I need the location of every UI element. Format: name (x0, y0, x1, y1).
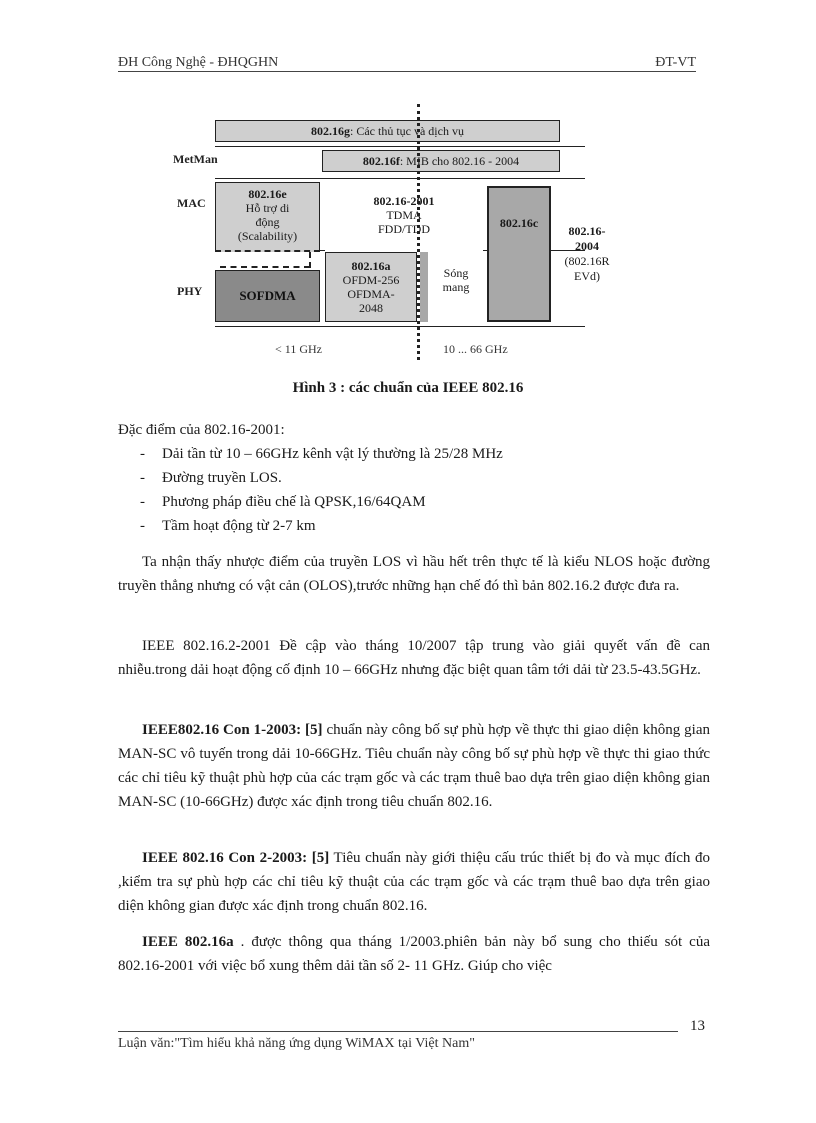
e-connector-h (220, 266, 310, 268)
standards-diagram (165, 104, 610, 364)
header-divider (118, 71, 696, 72)
box-song-mang-line2: mang (442, 280, 470, 294)
box-802-16e-title: 802.16e (248, 187, 287, 201)
box-802-16g-title: 802.16g (311, 124, 350, 138)
list-item: - Tầm hoạt động từ 2-7 km (140, 514, 700, 538)
box-802-16e-line3: (Scalability) (237, 229, 298, 243)
layer-line-top (215, 146, 585, 147)
paragraph-4-lead: IEEE 802.16 Con 2-2003: [5] (142, 850, 330, 866)
label-mac: MAC (177, 196, 206, 210)
list-item: - Dải tần từ 10 – 66GHz kênh vật lý thường là 25/28 MHz (140, 442, 700, 466)
paragraph-3-lead: IEEE802.16 Con 1-2003: [5] (142, 722, 323, 738)
frequency-divider (417, 104, 420, 360)
paragraph-2: IEEE 802.16.2-2001 Đề cập vào tháng 10/2007 tập trung vào giải quyết vấn đề can nhiễu.trong dải hoạt động cố định 10 – 66GHz nhưng đặc biệt quan tâm tới dải từ 23.5-43.5GHz. (118, 638, 710, 678)
box-802-16-2001 (325, 182, 483, 252)
paragraph-5-body: . được thông qua tháng 1/2003.phiên bản này bổ sung cho thiếu sót của 802.16-2001 với việc bổ xung thêm dải tần số 2- 11 GHz. Giúp cho việc (118, 934, 710, 974)
box-802-16a (325, 252, 417, 322)
box-802-16-2001-title: 802.16-2001 (373, 194, 435, 208)
box-802-16a-line3: 2048 (359, 301, 383, 315)
paragraph-5-lead: IEEE 802.16a (142, 934, 234, 950)
box-song-mang (429, 252, 483, 322)
box-802-16e (215, 182, 320, 252)
box-sofdma: SOFDMA (215, 270, 320, 322)
paragraph-3 (118, 718, 710, 814)
box-802-16g-text: : Các thủ tục và dịch vụ (350, 124, 464, 138)
box-802-16c (487, 186, 551, 322)
box-802-16f (322, 150, 560, 172)
box-802-16c-title: 802.16c (499, 216, 539, 230)
header-right: ĐT-VT (655, 55, 696, 70)
box-802-16f-text: : MIB cho 802.16 - 2004 (399, 154, 520, 168)
box-802-16a-line1: OFDM-256 (342, 273, 400, 287)
paragraph-4 (118, 846, 710, 918)
layer-line-phy (215, 326, 585, 327)
box-802-16-2001-line2: FDD/TDD (377, 222, 430, 236)
paragraph-3-body: chuẩn này công bố sự phù hợp về thực thi giao diện không gian MAN-SC vô tuyến trong dải 10-66GHz. Tiêu chuẩn này công bố sự phù hợp về thực thi giao thức các chỉ tiêu kỹ thuật phù hợp của các trạm gốc và các trạm thuê bao dựa trên giao diện không gian MAN-SC (10-66GHz) được xác định trong tiêu chuẩn 802.16. (118, 722, 710, 810)
layer-line-metman (215, 178, 585, 179)
freq-left-label: < 11 GHz (275, 342, 322, 356)
label-802-16-2004-line3: (802.16R (564, 254, 610, 268)
label-802-16-2004-line1: 802.16- (568, 224, 606, 238)
list-item: - Đường truyền LOS. (140, 466, 700, 490)
strip-divider (420, 252, 428, 322)
features-list (140, 442, 700, 538)
label-802-16-2004-line2: 2004 (575, 239, 599, 253)
label-metman: MetMan (173, 152, 218, 166)
box-802-16g (215, 120, 560, 142)
label-802-16-2004 (557, 224, 617, 284)
header-left: ĐH Công Nghệ - ĐHQGHN (118, 55, 279, 70)
footer-text: Luận văn:"Tìm hiểu khả năng ứng dụng WiMAX tại Việt Nam" (118, 1036, 475, 1051)
box-802-16e-line1: Hỗ trợ di (245, 201, 290, 215)
box-802-16f-title: 802.16f (362, 154, 400, 168)
paragraph-1: Ta nhận thấy nhược điểm của truyền LOS vì hầu hết trên thực tế là kiểu NLOS hoặc đường truyền thẳng nhưng có vật cản (OLOS),trước những hạn chế đó thì bản 802.16.2 được đưa ra. (118, 554, 710, 594)
label-phy: PHY (177, 284, 203, 298)
paragraph-5 (118, 930, 710, 978)
freq-right-label: 10 ... 66 GHz (443, 342, 508, 356)
footer-divider (118, 1031, 678, 1032)
paragraph-4-body: Tiêu chuẩn này giới thiệu cấu trúc thiết bị đo và mục đích đo ,kiểm tra sự phù hợp các chỉ tiêu kỹ thuật của các trạm gốc và các trạm thuê bao dựa trên giao diện không gian được xác định trong chuẩn 802.16. (118, 850, 710, 914)
box-802-16a-line2: OFDMA- (347, 287, 395, 301)
page-number: 13 (690, 1018, 705, 1034)
box-802-16-2001-line1: TDMA (386, 208, 422, 222)
label-802-16-2004-line4: EVd) (574, 269, 600, 283)
box-song-mang-line1: Sóng (443, 266, 469, 280)
box-802-16e-line2: động (255, 215, 280, 229)
list-item: - Phương pháp điều chế là QPSK,16/64QAM (140, 490, 700, 514)
box-802-16a-title: 802.16a (351, 259, 391, 273)
features-title: Đặc điểm của 802.16-2001: (118, 422, 285, 438)
figure-caption: Hình 3 : các chuẩn của IEEE 802.16 (292, 380, 524, 396)
